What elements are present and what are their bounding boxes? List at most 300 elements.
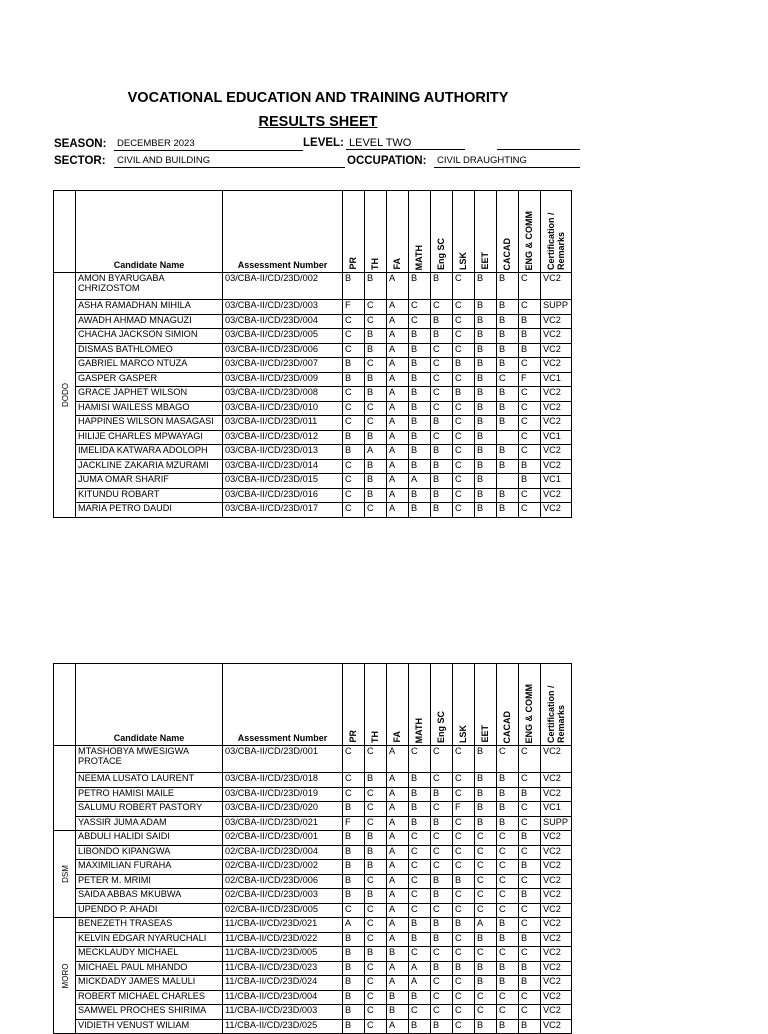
grade-cell: B (343, 874, 365, 889)
grade-cell: B (497, 787, 519, 802)
grade-cell: B (497, 329, 519, 344)
grade-cell: C (519, 387, 541, 402)
grade-cell: B (431, 329, 453, 344)
grade-cell: B (475, 430, 497, 445)
grade-cell: B (519, 787, 541, 802)
grade-cell: C (431, 903, 453, 918)
subject-header-label: MATH (414, 717, 424, 743)
subject-header-label: Certification / Remarks (546, 212, 566, 270)
grade-cell: B (409, 932, 431, 947)
candidate-name: HAMISI WAILESS MBAGO (76, 401, 223, 416)
subject-header-6 (475, 664, 497, 746)
results-table-2 (53, 663, 572, 1034)
grade-cell: C (343, 343, 365, 358)
grade-cell: B (365, 831, 387, 846)
grade-cell: B (343, 430, 365, 445)
grade-cell: C (497, 903, 519, 918)
candidate-name: ASHA RAMADHAN MIHILA (76, 300, 223, 315)
grade-cell: C (431, 1005, 453, 1020)
table-row (54, 343, 572, 358)
season-value: DECEMBER 2023 (114, 138, 303, 151)
grade-cell: B (409, 343, 431, 358)
subject-header-4 (431, 191, 453, 273)
remarks-cell: VC2 (541, 416, 572, 431)
grade-cell: C (343, 503, 365, 518)
candidate-name: PETRO HAMISI MAILE (76, 787, 223, 802)
grade-cell: B (475, 1019, 497, 1034)
grade-cell: B (497, 358, 519, 373)
grade-cell: C (431, 773, 453, 788)
grade-cell: C (453, 273, 475, 300)
grade-cell: B (475, 503, 497, 518)
subject-header-2 (387, 191, 409, 273)
table-row (54, 802, 572, 817)
candidate-name: UPENDO P. AHADI (76, 903, 223, 918)
subject-header-3 (409, 191, 431, 273)
season-label: SEASON: (54, 138, 107, 150)
grade-cell: C (343, 387, 365, 402)
grade-cell: C (519, 903, 541, 918)
grade-cell: C (343, 787, 365, 802)
assessment-number: 11/CBA-II/CD/23D/021 (223, 918, 343, 933)
table-row (54, 459, 572, 474)
grade-cell: A (387, 976, 409, 991)
grade-cell: C (365, 416, 387, 431)
assessment-number: 03/CBA-II/CD/23D/019 (223, 787, 343, 802)
grade-cell: C (365, 1019, 387, 1034)
grade-cell: B (365, 488, 387, 503)
assessment-number: 03/CBA-II/CD/23D/004 (223, 314, 343, 329)
remarks-cell: VC2 (541, 358, 572, 373)
grade-cell: F (343, 816, 365, 831)
center-label: DSM (60, 865, 70, 883)
grade-cell: C (343, 773, 365, 788)
grade-cell: B (475, 445, 497, 460)
grade-cell: C (431, 430, 453, 445)
subject-header-label: TH (370, 258, 380, 270)
grade-cell: C (365, 932, 387, 947)
subject-header-0 (343, 664, 365, 746)
grade-cell: B (497, 273, 519, 300)
grade-cell: B (431, 961, 453, 976)
grade-cell: C (409, 831, 431, 846)
grade-cell: A (387, 903, 409, 918)
grade-cell: C (431, 343, 453, 358)
grade-cell: B (343, 932, 365, 947)
remarks-cell: VC2 (541, 343, 572, 358)
grade-cell: A (387, 358, 409, 373)
grade-cell: A (387, 874, 409, 889)
header-blank-cell (54, 664, 76, 746)
subject-header-label: MATH (414, 244, 424, 270)
grade-cell: B (409, 401, 431, 416)
grade-cell: C (519, 816, 541, 831)
grade-cell: B (453, 918, 475, 933)
grade-cell: B (497, 401, 519, 416)
grade-cell: C (365, 401, 387, 416)
grade-cell: B (409, 459, 431, 474)
table-row (54, 831, 572, 846)
grade-cell: B (409, 802, 431, 817)
grade-cell: C (453, 1005, 475, 1020)
candidate-name: AWADH AHMAD MNAGUZI (76, 314, 223, 329)
grade-cell: B (431, 787, 453, 802)
remarks-cell: VC2 (541, 1005, 572, 1020)
grade-cell: C (453, 445, 475, 460)
grade-cell: A (409, 474, 431, 489)
candidate-name: KITUNDU ROBART (76, 488, 223, 503)
subject-header-1 (365, 664, 387, 746)
grade-cell: A (343, 918, 365, 933)
grade-cell: C (519, 1005, 541, 1020)
table-row (54, 787, 572, 802)
remarks-cell: VC2 (541, 329, 572, 344)
occupation-label: OCCUPATION: (347, 155, 427, 167)
grade-cell: B (365, 372, 387, 387)
grade-cell: B (497, 932, 519, 947)
grade-cell: C (365, 918, 387, 933)
assessment-number: 03/CBA-II/CD/23D/018 (223, 773, 343, 788)
remarks-cell: VC2 (541, 874, 572, 889)
grade-cell: C (431, 372, 453, 387)
remarks-cell: VC2 (541, 488, 572, 503)
subject-header-label: FA (392, 731, 402, 743)
grade-cell: B (343, 372, 365, 387)
grade-cell: B (519, 314, 541, 329)
grade-cell: A (387, 329, 409, 344)
candidate-name-header: Candidate Name (76, 664, 223, 746)
candidate-name: JACKLINE ZAKARIA MZURAMI (76, 459, 223, 474)
center-cell (54, 918, 76, 1034)
grade-cell: A (387, 430, 409, 445)
remarks-cell: VC2 (541, 918, 572, 933)
candidate-name: SAIDA ABBAS MKUBWA (76, 889, 223, 904)
grade-cell: C (497, 990, 519, 1005)
grade-cell: B (343, 445, 365, 460)
table-row (54, 932, 572, 947)
grade-cell: B (475, 459, 497, 474)
table-row (54, 474, 572, 489)
assessment-number: 03/CBA-II/CD/23D/017 (223, 503, 343, 518)
grade-cell: C (365, 961, 387, 976)
subject-header-label: EET (480, 252, 490, 270)
table-row (54, 273, 572, 300)
grade-cell: B (475, 314, 497, 329)
subject-header-7 (497, 664, 519, 746)
grade-cell: A (387, 474, 409, 489)
grade-cell: C (497, 1005, 519, 1020)
grade-cell: C (453, 1019, 475, 1034)
grade-cell: C (431, 947, 453, 962)
subject-header-label: FA (392, 258, 402, 270)
grade-cell: B (453, 387, 475, 402)
grade-cell: B (475, 802, 497, 817)
center-cell (54, 746, 76, 831)
center-cell (54, 273, 76, 518)
grade-cell: B (497, 503, 519, 518)
grade-cell: A (475, 918, 497, 933)
grade-cell: B (431, 1019, 453, 1034)
grade-cell: A (387, 773, 409, 788)
table-row (54, 300, 572, 315)
grade-cell: C (365, 746, 387, 773)
grade-cell: B (365, 474, 387, 489)
grade-cell: B (475, 343, 497, 358)
table-row (54, 401, 572, 416)
grade-cell: F (519, 372, 541, 387)
grade-cell: A (387, 746, 409, 773)
subject-header-4 (431, 664, 453, 746)
grade-cell: C (343, 401, 365, 416)
candidate-name: BENEZETH TRASEAS (76, 918, 223, 933)
grade-cell: C (453, 932, 475, 947)
grade-cell: B (409, 372, 431, 387)
table-row (54, 947, 572, 962)
candidate-name: CHACHA JACKSON SIMION (76, 329, 223, 344)
grade-cell: C (475, 1005, 497, 1020)
grade-cell: B (475, 488, 497, 503)
grade-cell: B (497, 300, 519, 315)
subject-header-0 (343, 191, 365, 273)
table-row (54, 430, 572, 445)
candidate-name: MECKLAUDY MICHAEL (76, 947, 223, 962)
grade-cell: C (409, 314, 431, 329)
grade-cell: C (519, 488, 541, 503)
level-value: LEVEL TWO (346, 137, 465, 150)
remarks-cell: VC2 (541, 787, 572, 802)
grade-cell: C (453, 903, 475, 918)
candidate-name: GASPER GASPER (76, 372, 223, 387)
candidate-name: KELVIN EDGAR NYARUCHALI (76, 932, 223, 947)
grade-cell: B (497, 773, 519, 788)
grade-cell: C (409, 860, 431, 875)
grade-cell: B (475, 300, 497, 315)
grade-cell: B (409, 503, 431, 518)
table-row (54, 845, 572, 860)
subject-header-label: CACAD (502, 710, 512, 743)
grade-cell: B (475, 773, 497, 788)
grade-cell: C (475, 831, 497, 846)
center-label: DODO (60, 382, 70, 407)
grade-cell: A (387, 300, 409, 315)
grade-cell: B (497, 459, 519, 474)
grade-cell: A (387, 445, 409, 460)
assessment-number: 02/CBA-II/CD/23D/006 (223, 874, 343, 889)
assessment-number: 02/CBA-II/CD/23D/005 (223, 903, 343, 918)
table-row (54, 746, 572, 773)
grade-cell: B (475, 787, 497, 802)
subject-header-label: CACAD (502, 237, 512, 270)
grade-cell: B (343, 1019, 365, 1034)
grade-cell: C (365, 976, 387, 991)
grade-cell: C (519, 874, 541, 889)
grade-cell: B (475, 416, 497, 431)
candidate-name: GABRIEL MARCO NTUZA (76, 358, 223, 373)
grade-cell: C (409, 889, 431, 904)
grade-cell: B (519, 961, 541, 976)
grade-cell: B (365, 860, 387, 875)
grade-cell: B (497, 1019, 519, 1034)
candidate-name: GRACE JAPHET WILSON (76, 387, 223, 402)
grade-cell: C (453, 459, 475, 474)
grade-cell: B (431, 889, 453, 904)
remarks-cell: VC2 (541, 976, 572, 991)
grade-cell: C (453, 314, 475, 329)
assessment-number-header: Assessment Number (223, 664, 343, 746)
grade-cell: A (387, 845, 409, 860)
candidate-name: YASSIR JUMA ADAM (76, 816, 223, 831)
grade-cell: C (519, 503, 541, 518)
grade-cell: B (365, 343, 387, 358)
remarks-cell: VC2 (541, 1019, 572, 1034)
assessment-number: 03/CBA-II/CD/23D/011 (223, 416, 343, 431)
subject-header-label: LSK (458, 252, 468, 270)
grade-cell: B (343, 860, 365, 875)
grade-cell: C (475, 874, 497, 889)
candidate-name: DISMAS BATHLOMEO (76, 343, 223, 358)
table-row (54, 488, 572, 503)
assessment-number: 02/CBA-II/CD/23D/001 (223, 831, 343, 846)
grade-cell: C (431, 990, 453, 1005)
grade-cell: F (453, 802, 475, 817)
remarks-cell: VC2 (541, 387, 572, 402)
remarks-cell: VC2 (541, 314, 572, 329)
grade-cell: C (431, 401, 453, 416)
grade-cell: B (409, 816, 431, 831)
grade-cell: B (387, 1005, 409, 1020)
grade-cell: C (519, 845, 541, 860)
table-row (54, 387, 572, 402)
grade-cell: C (475, 889, 497, 904)
candidate-name: MICKDADY JAMES MALULI (76, 976, 223, 991)
grade-cell: C (365, 787, 387, 802)
grade-cell: A (387, 416, 409, 431)
grade-cell: C (453, 329, 475, 344)
table-row (54, 860, 572, 875)
candidate-name: AMON BYARUGABA CHRIZOSTOM (76, 273, 223, 300)
grade-cell: A (387, 343, 409, 358)
grade-cell: B (387, 947, 409, 962)
grade-cell: B (409, 445, 431, 460)
candidate-name: IMELIDA KATWARA ADOLOPH (76, 445, 223, 460)
subject-header-2 (387, 664, 409, 746)
grade-cell: B (431, 314, 453, 329)
remarks-cell: VC1 (541, 430, 572, 445)
grade-cell: C (409, 746, 431, 773)
grade-cell: F (343, 300, 365, 315)
subject-header-5 (453, 191, 475, 273)
grade-cell: B (343, 273, 365, 300)
grade-cell: A (365, 445, 387, 460)
assessment-number: 03/CBA-II/CD/23D/006 (223, 343, 343, 358)
grade-cell: B (475, 401, 497, 416)
grade-cell: B (475, 474, 497, 489)
subject-header-9 (541, 664, 572, 746)
assessment-number: 03/CBA-II/CD/23D/014 (223, 459, 343, 474)
table-row (54, 918, 572, 933)
table-row (54, 874, 572, 889)
remarks-cell: VC1 (541, 474, 572, 489)
candidate-name: SAMWEL PROCHES SHIRIMA (76, 1005, 223, 1020)
grade-cell: C (475, 903, 497, 918)
subject-header-label: PR (348, 257, 358, 270)
candidate-name: JUMA OMAR SHARIF (76, 474, 223, 489)
remarks-cell: VC2 (541, 831, 572, 846)
grade-cell: B (409, 1019, 431, 1034)
grade-cell: B (343, 990, 365, 1005)
grade-cell: B (431, 932, 453, 947)
grade-cell: C (519, 273, 541, 300)
remarks-cell: VC2 (541, 961, 572, 976)
grade-cell: C (431, 831, 453, 846)
grade-cell: B (497, 976, 519, 991)
grade-cell: C (431, 746, 453, 773)
grade-cell: B (453, 874, 475, 889)
grade-cell: C (497, 889, 519, 904)
subject-header-8 (519, 664, 541, 746)
center-cell (54, 831, 76, 918)
grade-cell: B (343, 845, 365, 860)
grade-cell: C (475, 860, 497, 875)
grade-cell: C (431, 358, 453, 373)
remarks-cell: VC2 (541, 503, 572, 518)
grade-cell: A (387, 459, 409, 474)
grade-cell: B (343, 1005, 365, 1020)
grade-cell: C (343, 474, 365, 489)
grade-cell: B (475, 273, 497, 300)
grade-cell: C (519, 445, 541, 460)
grade-cell: C (497, 845, 519, 860)
subject-header-9 (541, 191, 572, 273)
grade-cell: C (431, 845, 453, 860)
grade-cell: B (431, 918, 453, 933)
grade-cell: B (431, 459, 453, 474)
grade-cell: A (387, 401, 409, 416)
grade-cell: C (453, 990, 475, 1005)
assessment-number: 03/CBA-II/CD/23D/002 (223, 273, 343, 300)
grade-cell: C (453, 474, 475, 489)
grade-cell: B (409, 387, 431, 402)
grade-cell (497, 474, 519, 489)
grade-cell: B (475, 358, 497, 373)
grade-cell: B (343, 831, 365, 846)
candidate-name: MICHAEL PAUL MHANDO (76, 961, 223, 976)
assessment-number: 11/CBA-II/CD/23D/004 (223, 990, 343, 1005)
candidate-name: NEEMA LUSATO LAURENT (76, 773, 223, 788)
grade-cell: C (453, 746, 475, 773)
grade-cell: B (475, 387, 497, 402)
grade-cell: C (475, 990, 497, 1005)
center-label: MORO (60, 963, 70, 988)
subject-header-label: Certification / Remarks (546, 685, 566, 743)
subject-header-1 (365, 191, 387, 273)
remarks-cell: VC2 (541, 445, 572, 460)
grade-cell: C (453, 773, 475, 788)
grade-cell: B (453, 961, 475, 976)
grade-cell: C (519, 773, 541, 788)
grade-cell: B (497, 416, 519, 431)
grade-cell: B (519, 474, 541, 489)
assessment-number: 11/CBA-II/CD/23D/023 (223, 961, 343, 976)
grade-cell: C (453, 860, 475, 875)
grade-cell: B (387, 990, 409, 1005)
grade-cell: B (365, 430, 387, 445)
grade-cell: B (519, 1019, 541, 1034)
grade-cell: C (365, 358, 387, 373)
level-label: LEVEL: (303, 137, 344, 149)
grade-cell: B (475, 976, 497, 991)
assessment-number: 11/CBA-II/CD/23D/005 (223, 947, 343, 962)
